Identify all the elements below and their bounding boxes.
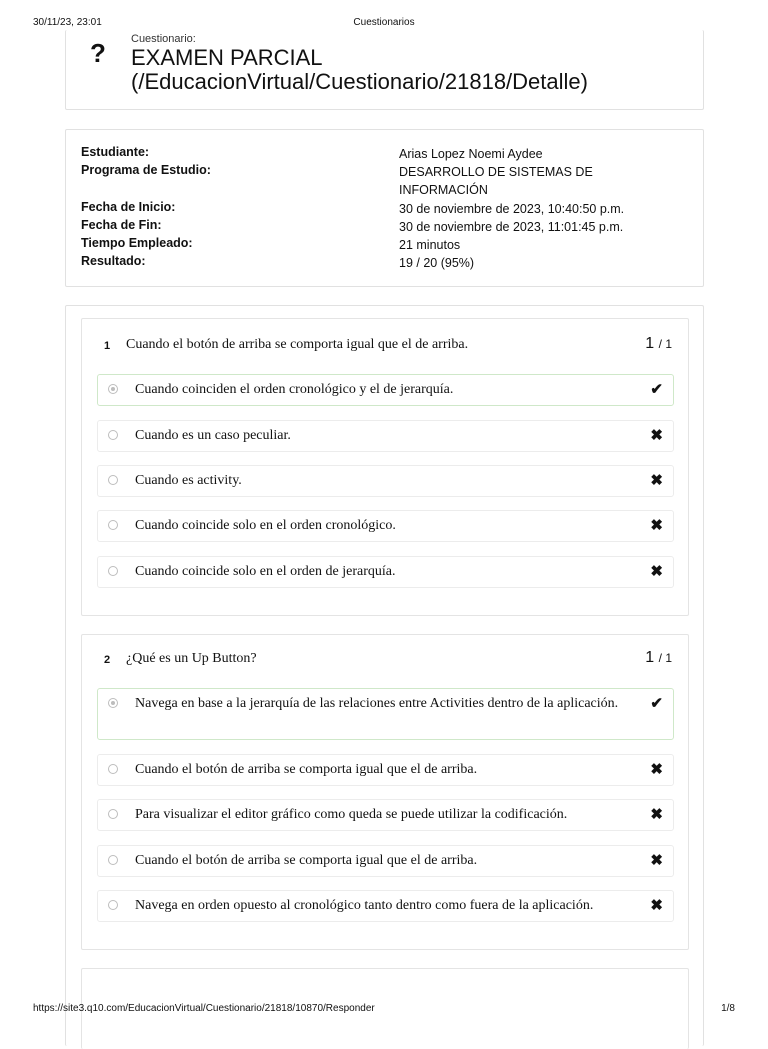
info-value: 21 minutos [399, 238, 461, 252]
quiz-title-link[interactable]: EXAMEN PARCIAL (/EducacionVirtual/Cuestionario/21818/Detalle) [131, 45, 588, 94]
question-card-1 [81, 318, 689, 616]
questions-container [65, 305, 704, 1046]
x-icon: ✖ [650, 517, 663, 534]
option-1-4[interactable] [97, 510, 674, 542]
question-text: ¿Qué es un Up Button? [126, 651, 257, 666]
x-icon: ✖ [650, 852, 663, 869]
quiz-type-label: Cuestionario: [131, 33, 196, 45]
x-icon: ✖ [650, 427, 663, 444]
radio-button[interactable] [108, 520, 118, 530]
radio-button[interactable] [108, 430, 118, 440]
quiz-title-card [65, 30, 704, 110]
option-text: Cuando coincide solo en el orden cronológico. [135, 518, 396, 533]
option-2-5[interactable] [97, 890, 674, 922]
option-2-1[interactable] [97, 688, 674, 740]
question-score: 1 / 1 [645, 649, 672, 666]
option-2-3[interactable] [97, 799, 674, 831]
x-icon: ✖ [650, 761, 663, 778]
option-text: Navega en orden opuesto al cronológico tanto dentro como fuera de la aplicación. [135, 898, 594, 913]
info-label: Resultado: [81, 254, 146, 268]
x-icon: ✖ [650, 806, 663, 823]
option-text: Cuando es un caso peculiar. [135, 428, 291, 443]
print-title: Cuestionarios [353, 17, 415, 28]
option-1-2[interactable] [97, 420, 674, 452]
radio-button[interactable] [108, 384, 118, 394]
print-date: 30/11/23, 23:01 [33, 17, 102, 28]
radio-button[interactable] [108, 566, 118, 576]
option-text: Cuando el botón de arriba se comporta igual que el de arriba. [135, 762, 478, 777]
x-icon: ✖ [650, 472, 663, 489]
print-header [0, 0, 768, 30]
check-icon: ✔ [650, 695, 663, 712]
info-label: Fecha de Fin: [81, 218, 162, 232]
option-1-5[interactable] [97, 556, 674, 588]
radio-button[interactable] [108, 855, 118, 865]
question-card-2 [81, 634, 689, 950]
student-info-card [65, 129, 704, 287]
radio-button[interactable] [108, 900, 118, 910]
option-2-4[interactable] [97, 845, 674, 877]
radio-button[interactable] [108, 475, 118, 485]
option-text: Para visualizar el editor gráfico como queda se puede utilizar la codificación. [135, 807, 568, 822]
info-value: DESARROLLO DE SISTEMAS DE INFORMACIÓN [399, 165, 593, 197]
option-2-2[interactable] [97, 754, 674, 786]
question-number: 2 [104, 654, 111, 666]
question-number: 1 [104, 340, 111, 352]
radio-button[interactable] [108, 809, 118, 819]
info-label: Programa de Estudio: [81, 163, 211, 177]
info-label: Fecha de Inicio: [81, 200, 176, 214]
info-value: 19 / 20 (95%) [399, 256, 475, 270]
option-text: Navega en base a la jerarquía de las relaciones entre Activities dentro de la aplicación. [135, 696, 619, 711]
print-page-number: 1/8 [721, 1003, 735, 1014]
option-text: Cuando es activity. [135, 473, 242, 488]
info-label: Tiempo Empleado: [81, 236, 193, 250]
option-1-3[interactable] [97, 465, 674, 497]
question-mark-icon: ? [90, 38, 106, 68]
print-url: https://site3.q10.com/EducacionVirtual/Cuestionario/21818/10870/Responder [33, 1003, 375, 1014]
check-icon: ✔ [650, 381, 663, 398]
info-value: 30 de noviembre de 2023, 11:01:45 p.m. [399, 220, 624, 234]
info-value: 30 de noviembre de 2023, 10:40:50 p.m. [399, 202, 625, 216]
info-value: Arias Lopez Noemi Aydee [399, 147, 543, 161]
option-text: Cuando el botón de arriba se comporta igual que el de arriba. [135, 853, 478, 868]
option-text: Cuando coincide solo en el orden de jerarquía. [135, 564, 396, 579]
radio-button[interactable] [108, 764, 118, 774]
print-footer [0, 996, 768, 1024]
question-score: 1 / 1 [645, 335, 672, 352]
x-icon: ✖ [650, 563, 663, 580]
info-label: Estudiante: [81, 145, 150, 159]
option-text: Cuando coinciden el orden cronológico y el de jerarquía. [135, 382, 454, 397]
x-icon: ✖ [650, 897, 663, 914]
option-1-1[interactable] [97, 374, 674, 406]
question-text: Cuando el botón de arriba se comporta igual que el de arriba. [126, 337, 469, 352]
radio-button[interactable] [108, 698, 118, 708]
